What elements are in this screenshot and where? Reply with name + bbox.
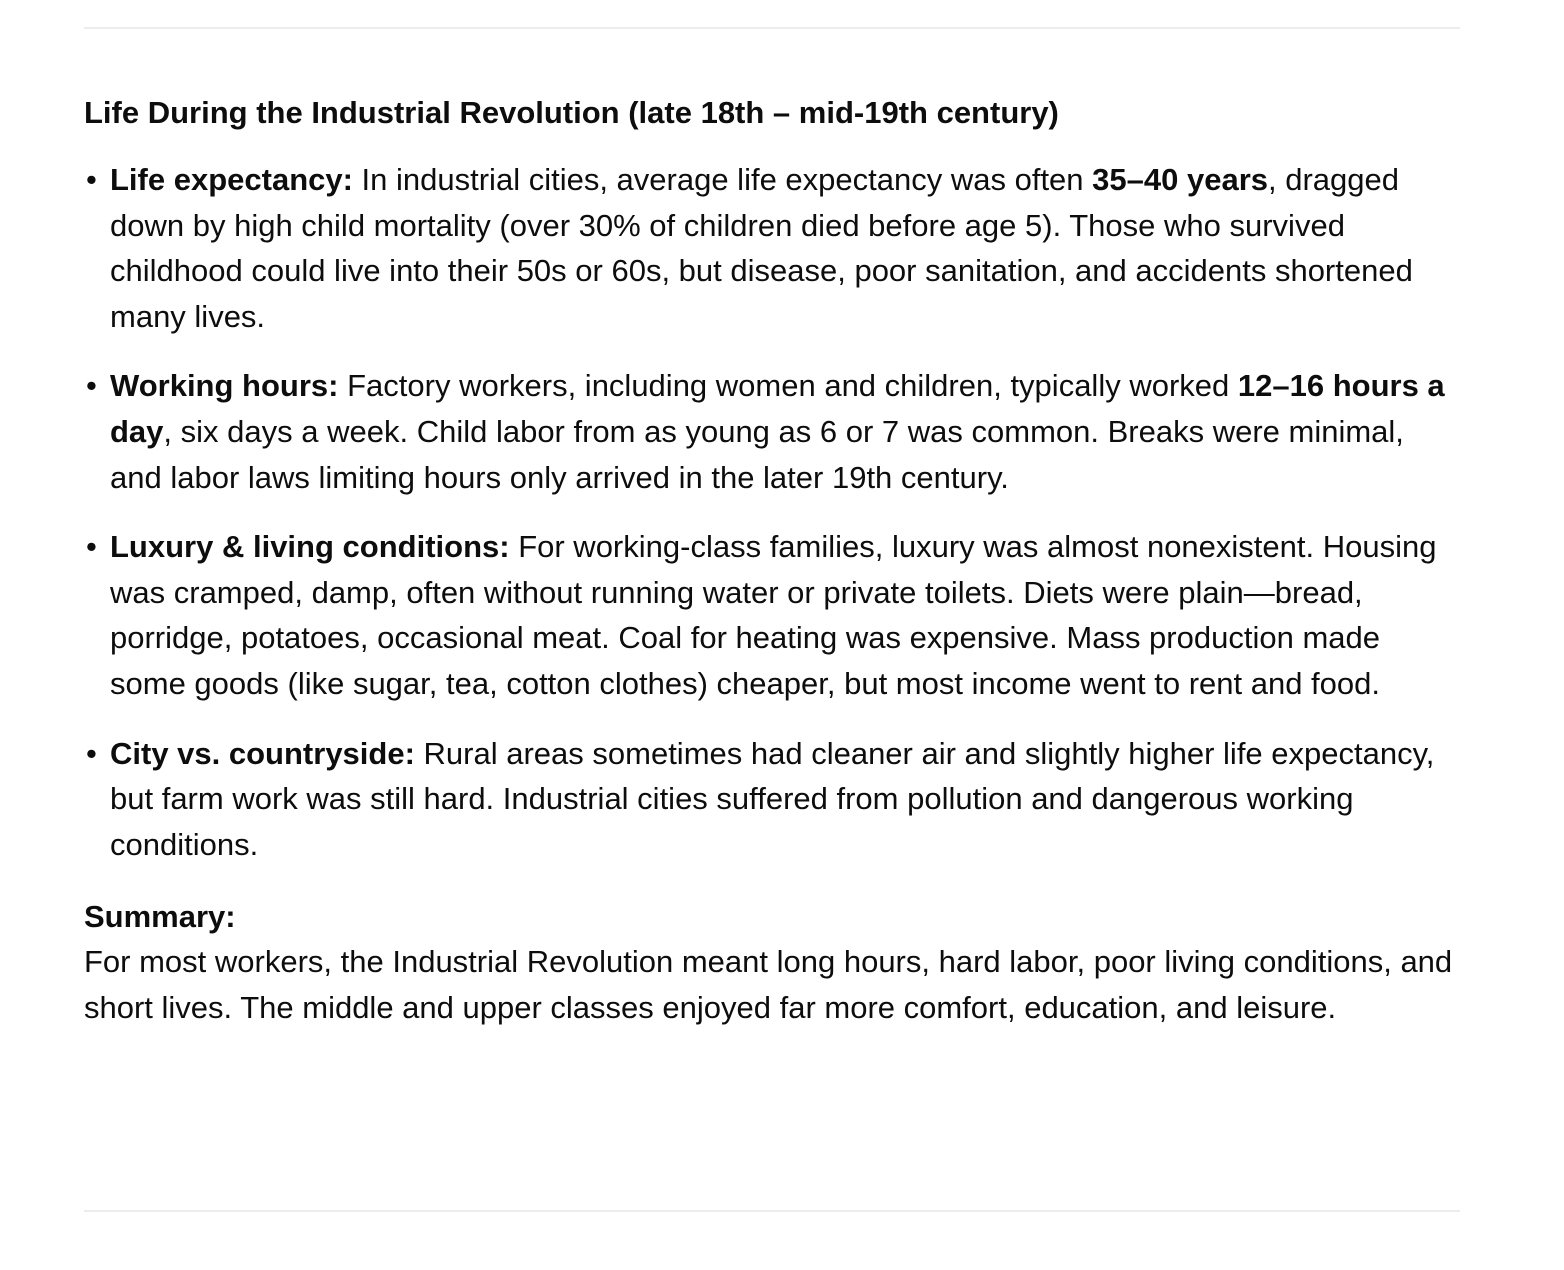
list-item-city-vs-countryside (84, 731, 1460, 868)
list-item-living-conditions (84, 524, 1460, 706)
bottom-divider (84, 1210, 1460, 1212)
bullet-dot: • (86, 529, 97, 565)
item-text: Factory workers, including women and children, typically worked (338, 368, 1238, 404)
message-content (84, 90, 1460, 1031)
item-text: , six days a week. Child labor from as young as 6 or 7 was common. Breaks were minimal, and labor laws limiting hours only arrived in the later 19th century. (110, 413, 1404, 495)
item-text: In industrial cities, average life expectancy was often (352, 162, 1093, 197)
bullet-dot: • (86, 735, 97, 771)
item-text: For working-class families, luxury was almost nonexistent. Housing was cramped, damp, often without running water or private toilets. Diets were plain—bread, porridge, potatoes, occasional meat. Coal for heating was expensive. Mass production made some goods (like sugar, tea, cotton clothes) cheaper, but most income went to rent and food. (110, 529, 1437, 701)
item-label: Working hours: (110, 368, 339, 404)
item-emphasis: 12–16 hours a day (110, 368, 1445, 449)
list-item-life-expectancy (84, 157, 1460, 339)
summary-body: For most workers, the Industrial Revolution meant long hours, hard labor, poor living conditions, and short lives. The middle and upper classes enjoyed far more comfort, education, and leisure. (84, 944, 1453, 1025)
summary-title: Summary: (84, 899, 236, 935)
item-emphasis: 35–40 years (1092, 162, 1268, 197)
bullet-dot: • (86, 162, 97, 197)
item-text: , dragged down by high child mortality (over 30% of children died before age 5). Those who survived childhood could live into their 50s or 60s, but disease, poor sanitation, and accidents shortened many lives. (110, 162, 1413, 334)
bullet-dot: • (86, 368, 97, 404)
item-label: City vs. countryside: (110, 735, 415, 771)
top-divider (84, 27, 1460, 29)
item-label: Life expectancy: (110, 162, 353, 197)
list-item-working-hours (84, 363, 1460, 500)
bullet-list (84, 157, 1460, 867)
section-heading: Life During the Industrial Revolution (late 18th – mid-19th century) (84, 95, 1059, 130)
item-label: Luxury & living conditions: (110, 529, 510, 565)
item-text: Rural areas sometimes had cleaner air and slightly higher life expectancy, but farm work was still hard. Industrial cities suffered from pollution and dangerous working conditions. (110, 735, 1435, 862)
